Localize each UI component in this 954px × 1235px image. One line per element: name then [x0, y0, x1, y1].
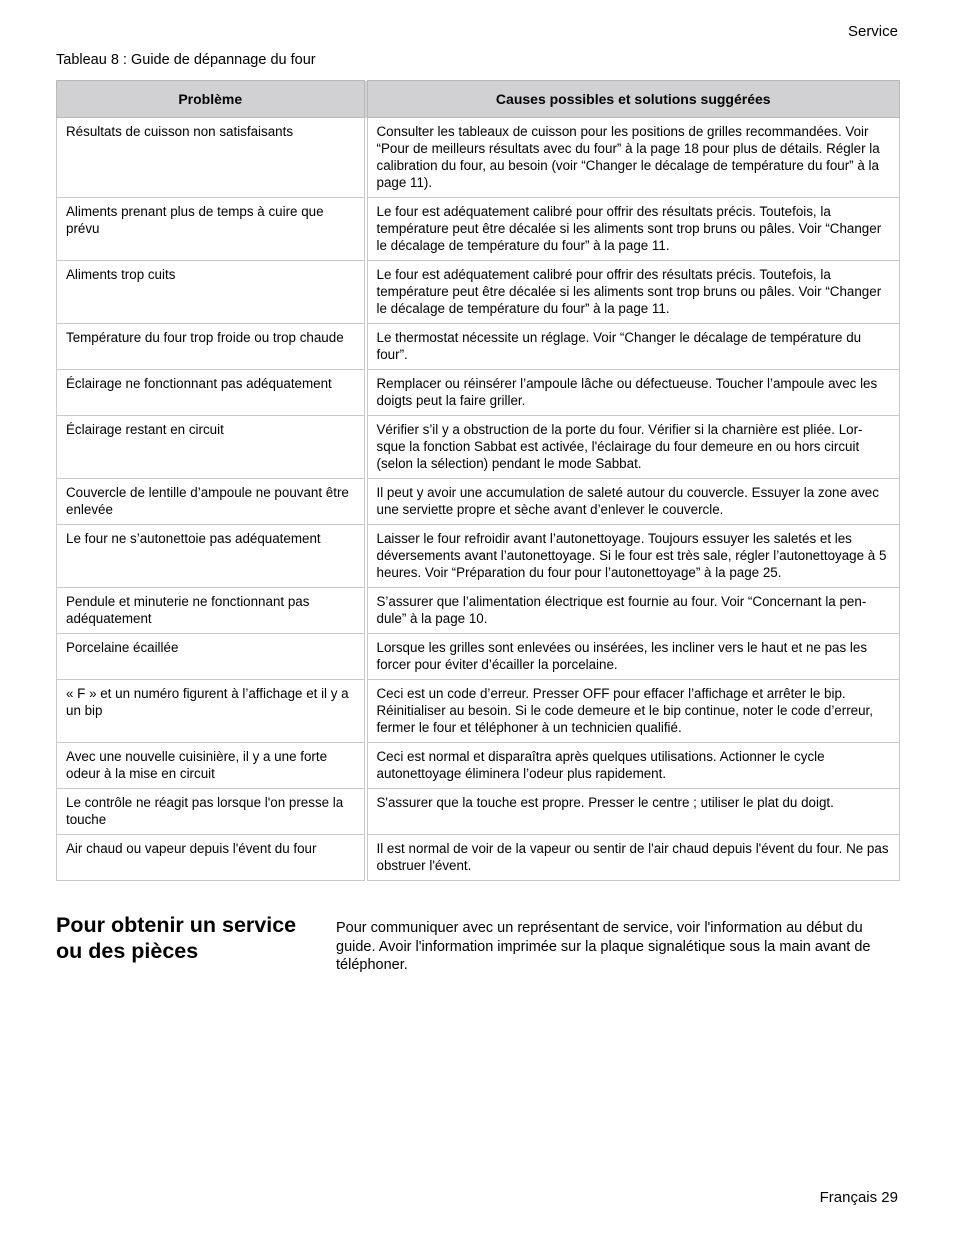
table-row [57, 680, 900, 743]
column-header-problem: Problème [57, 81, 366, 118]
problem-cell: Éclairage ne fonctionnant pas adéquatement [57, 370, 366, 416]
solution-cell: Le four est adéquatement calibré pour offrir des résultats précis. Toutefois, la température peut être décalée si les aliments sont trop bruns ou pâles. Voir “Changer le décalage de température du four” à la page 11. [366, 261, 900, 324]
table-row [57, 525, 900, 588]
problem-cell: Couvercle de lentille d’ampoule ne pouvant être enlevée [57, 479, 366, 525]
table-row [57, 370, 900, 416]
problem-cell: Porcelaine écaillée [57, 634, 366, 680]
problem-cell: « F » et un numéro figurent à l’affichage et il y a un bip [57, 680, 366, 743]
solution-cell: Remplacer ou réinsérer l’ampoule lâche ou défectueuse. Toucher l’ampoule avec les doigts peut la faire griller. [366, 370, 900, 416]
table-row [57, 789, 900, 835]
table-header-row [57, 81, 900, 118]
problem-cell: Résultats de cuisson non satisfaisants [57, 118, 366, 198]
solution-cell: Ceci est normal et disparaîtra après quelques utilisations. Actionner le cycle autonettoyage éliminera l’odeur plus rapidement. [366, 743, 900, 789]
table-row [57, 416, 900, 479]
section-body: Pour communiquer avec un représentant de service, voir l'information au début du guide. Avoir l'information imprimée sur la plaque signalétique sous la main avant de téléphoner. [336, 920, 871, 973]
solution-cell: Il peut y avoir une accumulation de saleté autour du couvercle. Essuyer la zone avec une serviette propre et sèche avant d’enlever le couvercle. [366, 479, 900, 525]
problem-cell: Pendule et minuterie ne fonctionnant pas adéquatement [57, 588, 366, 634]
table-row [57, 118, 900, 198]
table-caption: Tableau 8 : Guide de dépannage du four [56, 52, 316, 68]
solution-cell: Il est normal de voir de la vapeur ou sentir de l'air chaud depuis l'évent du four. Ne pas obstruer l'évent. [366, 835, 900, 881]
running-header: Service [847, 23, 898, 40]
solution-cell: Vérifier s’il y a obstruction de la porte du four. Vérifier si la charnière est pliée. Lor-sque la fonction Sabbat est activée, l'éclairage du four demeure en ou hors circuit (selon la sélection) pendant le mode Sabbat. [366, 416, 900, 479]
table-row [57, 479, 900, 525]
solution-cell: S’assurer que l’alimentation électrique est fournie au four. Voir “Concernant la pen-dule” à la page 10. [366, 588, 900, 634]
solution-cell: Le thermostat nécessite un réglage. Voir “Changer le décalage de température du four”. [366, 324, 900, 370]
problem-cell: Avec une nouvelle cuisinière, il y a une forte odeur à la mise en circuit [57, 743, 366, 789]
table-row [57, 634, 900, 680]
problem-cell: Air chaud ou vapeur depuis l'évent du four [57, 835, 366, 881]
problem-cell: Le contrôle ne réagit pas lorsque l'on presse la touche [57, 789, 366, 835]
problem-cell: Le four ne s’autonettoie pas adéquatement [57, 525, 366, 588]
table-row [57, 324, 900, 370]
table-row [57, 835, 900, 881]
table-row [57, 261, 900, 324]
problem-cell: Température du four trop froide ou trop chaude [57, 324, 366, 370]
solution-cell: S'assurer que la touche est propre. Presser le centre ; utiliser le plat du doigt. [366, 789, 900, 835]
problem-cell: Aliments prenant plus de temps à cuire que prévu [57, 198, 366, 261]
section-heading: Pour obtenir un service ou des pièces [56, 913, 297, 963]
solution-cell: Laisser le four refroidir avant l’autonettoyage. Toujours essuyer les saletés et les déversements avant l’autonettoyage. Si le four est très sale, régler l’autonettoyage à 5 heures. Voir “Préparation du four pour l’autonettoyage” à la page 25. [366, 525, 900, 588]
solution-cell: Consulter les tableaux de cuisson pour les positions de grilles recommandées. Voir “Pour de meilleurs résultats avec du four” à la page 18 pour plus de détails. Régler la calibration du four, au besoin (voir “Changer le décalage de température du four” à la page 11). [366, 118, 900, 198]
page-footer: Français 29 [819, 1189, 898, 1206]
table-row [57, 743, 900, 789]
solution-cell: Ceci est un code d’erreur. Presser OFF pour effacer l’affichage et arrêter le bip. Réinitialiser au besoin. Si le code demeure et le bip continue, noter le code d’erreur, fermer le four et téléphoner à un technicien qualifié. [366, 680, 900, 743]
column-header-solutions: Causes possibles et solutions suggérées [366, 81, 900, 118]
problem-cell: Aliments trop cuits [57, 261, 366, 324]
solution-cell: Le four est adéquatement calibré pour offrir des résultats précis. Toutefois, la température peut être décalée si les aliments sont trop bruns ou pâles. Voir “Changer le décalage de température du four” à la page 11. [366, 198, 900, 261]
solution-cell: Lorsque les grilles sont enlevées ou insérées, les incliner vers le haut et ne pas les forcer pour éviter d’écailler la porcelaine. [366, 634, 900, 680]
table-row [57, 198, 900, 261]
problem-cell: Éclairage restant en circuit [57, 416, 366, 479]
table-row [57, 588, 900, 634]
troubleshooting-table [56, 80, 900, 881]
